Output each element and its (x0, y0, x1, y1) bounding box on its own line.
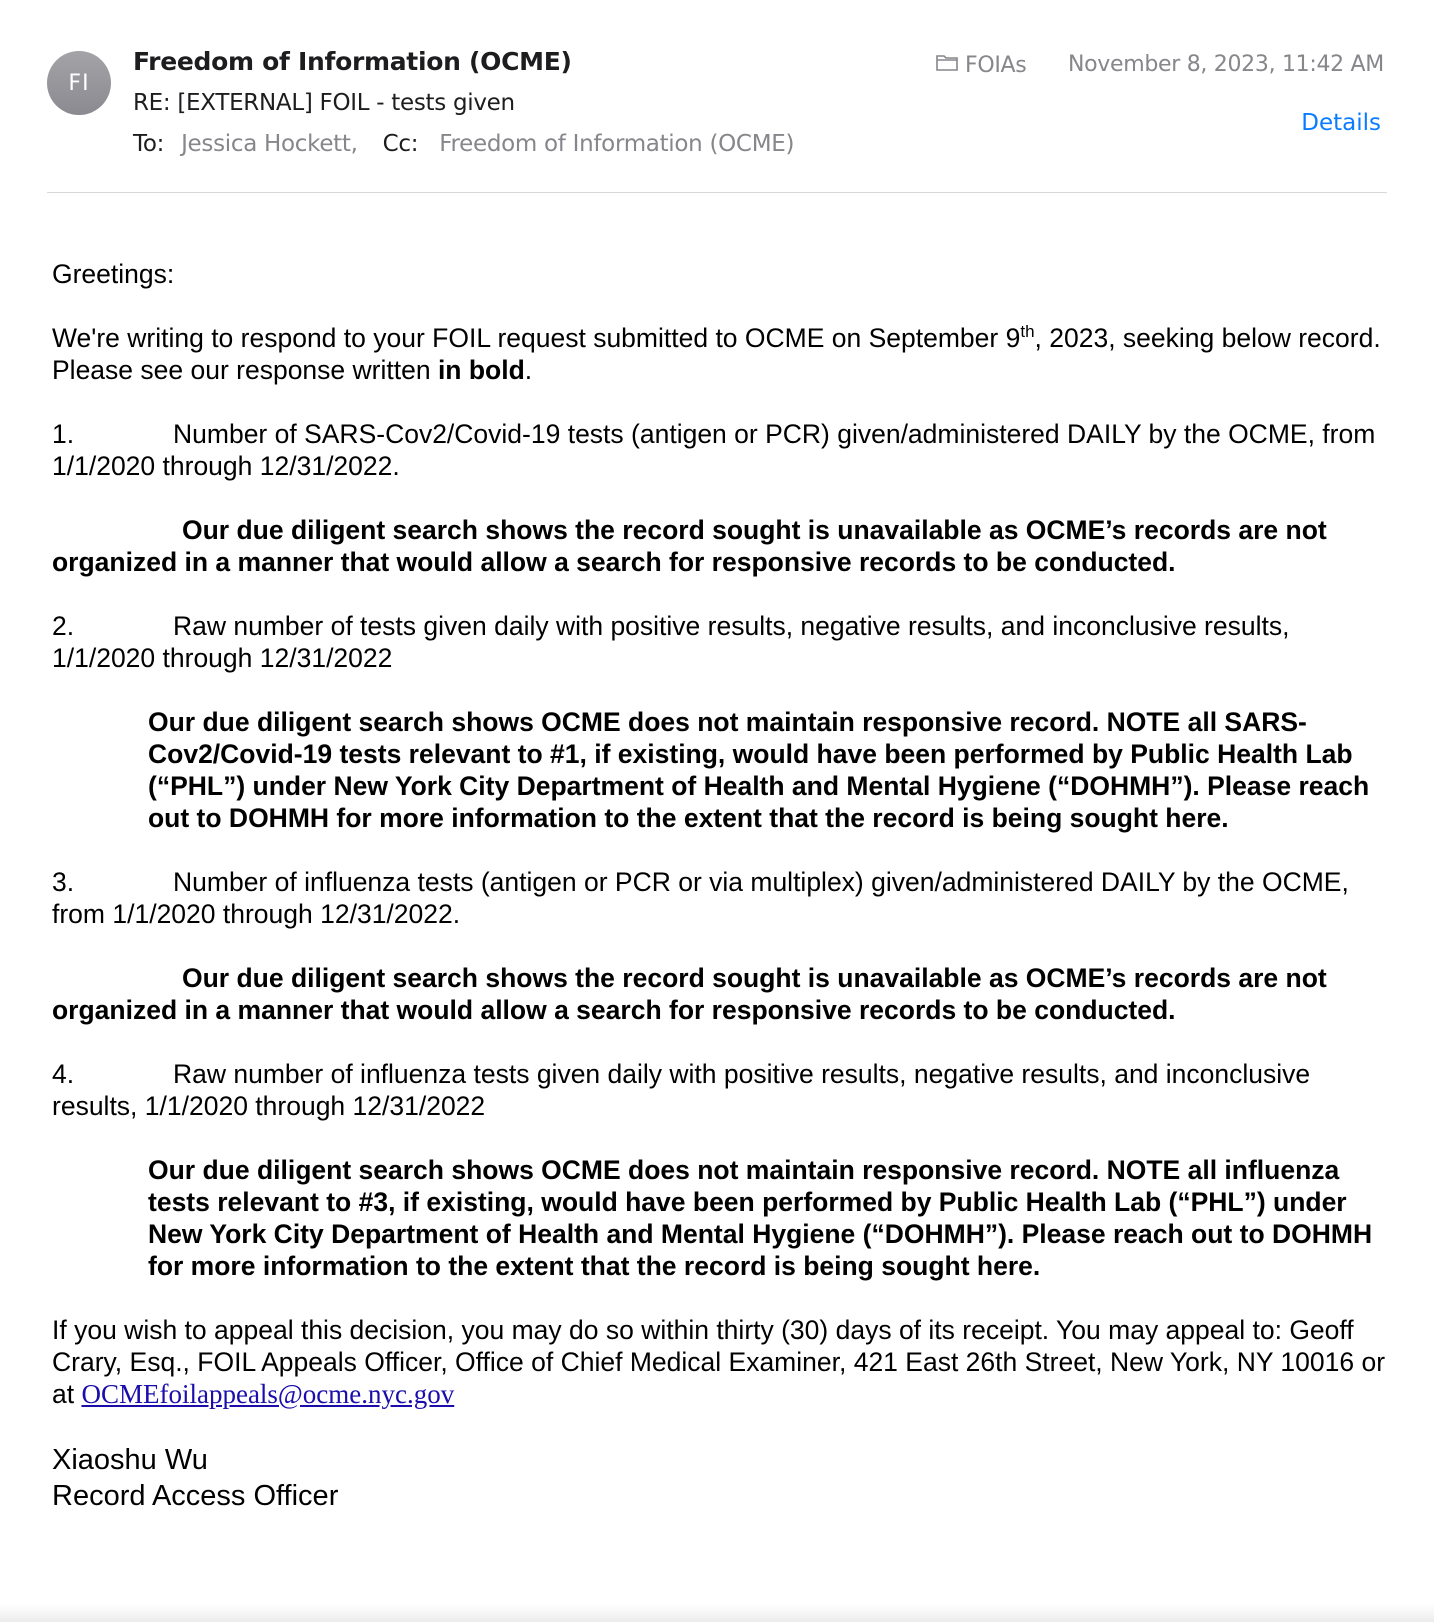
message-date: November 8, 2023, 11:42 AM (1067, 52, 1384, 77)
intro-paragraph: We're writing to respond to your FOIL request submitted to OCME on September 9th, 2023, seeking below record. Please see our response written in bold. (52, 322, 1381, 385)
cc-recipient[interactable]: Freedom of Information (OCME) (439, 131, 795, 157)
message-header (0, 0, 1434, 195)
recipients-line (133, 131, 794, 157)
to-label: To: (133, 131, 165, 157)
folder-name: FOIAs (965, 52, 1027, 78)
bottom-edge (0, 1604, 1434, 1622)
signature-name: Xiaoshu Wu (52, 1444, 208, 1476)
to-recipient[interactable]: Jessica Hockett, (181, 131, 358, 157)
mailbox-folder[interactable] (935, 52, 1026, 78)
cc-label: Cc: (382, 131, 419, 157)
details-link[interactable]: Details (1301, 110, 1381, 136)
appeal-paragraph: If you wish to appeal this decision, you may do so within thirty (30) days of its receipt. You may appeal to: Geoff Crary, Esq., FOIL Appeals Officer, Office of Chief Medical Examiner, 421 East 26th Street, New York, NY 10016 or at OCMEfoilappeals@ocme.nyc.gov (52, 1315, 1386, 1409)
response-item-3: Our due diligent search shows the record sought is unavailable as OCME’s records are not organized in a manner that would allow a search for responsive records to be conducted. (52, 963, 1327, 1025)
signature-title: Record Access Officer (52, 1480, 339, 1512)
header-divider (47, 192, 1387, 193)
request-item-4: 4. Raw number of influenza tests given daily with positive results, negative results, and inconclusive results, 1/1/2020 through 12/31/2022 (52, 1059, 1311, 1121)
greeting: Greetings: (52, 259, 175, 289)
request-item-3: 3. Number of influenza tests (antigen or PCR or via multiplex) given/administered DAILY by the OCME, from 1/1/2020 through 12/31/2022. (52, 867, 1349, 929)
message-subject: RE: [EXTERNAL] FOIL - tests given (133, 90, 515, 116)
sender-name[interactable]: Freedom of Information (OCME) (133, 47, 572, 76)
sender-avatar: FI (47, 51, 111, 115)
response-item-4: Our due diligent search shows OCME does not maintain responsive record. NOTE all influenza tests relevant to #3, if existing, would have been performed by Public Health Lab (“PHL”) under New York City Department of Health and Mental Hygiene (“DOHMH”). Please reach out to DOHMH for more information to the extent that the record is being sought here. (148, 1155, 1373, 1281)
message-body (52, 258, 1392, 1514)
request-item-1: 1. Number of SARS-Cov2/Covid-19 tests (antigen or PCR) given/administered DAILY by the OCME, from 1/1/2020 through 12/31/2022. (52, 419, 1376, 481)
response-item-2: Our due diligent search shows OCME does not maintain responsive record. NOTE all SARS-Cov2/Covid-19 tests relevant to #1, if existing, would have been performed by Public Health Lab (“PHL”) under New York City Department of Health and Mental Hygiene (“DOHMH”). Please reach out to DOHMH for more information to the extent that the record is being sought here. (148, 707, 1370, 833)
appeal-email-link[interactable]: OCMEfoilappeals@ocme.nyc.gov (81, 1379, 455, 1409)
response-item-1: Our due diligent search shows the record sought is unavailable as OCME’s records are not organized in a manner that would allow a search for responsive records to be conducted. (52, 515, 1327, 577)
request-item-2: 2. Raw number of tests given daily with positive results, negative results, and inconclusive results, 1/1/2020 through 12/31/2022 (52, 611, 1290, 673)
folder-icon (935, 52, 959, 78)
